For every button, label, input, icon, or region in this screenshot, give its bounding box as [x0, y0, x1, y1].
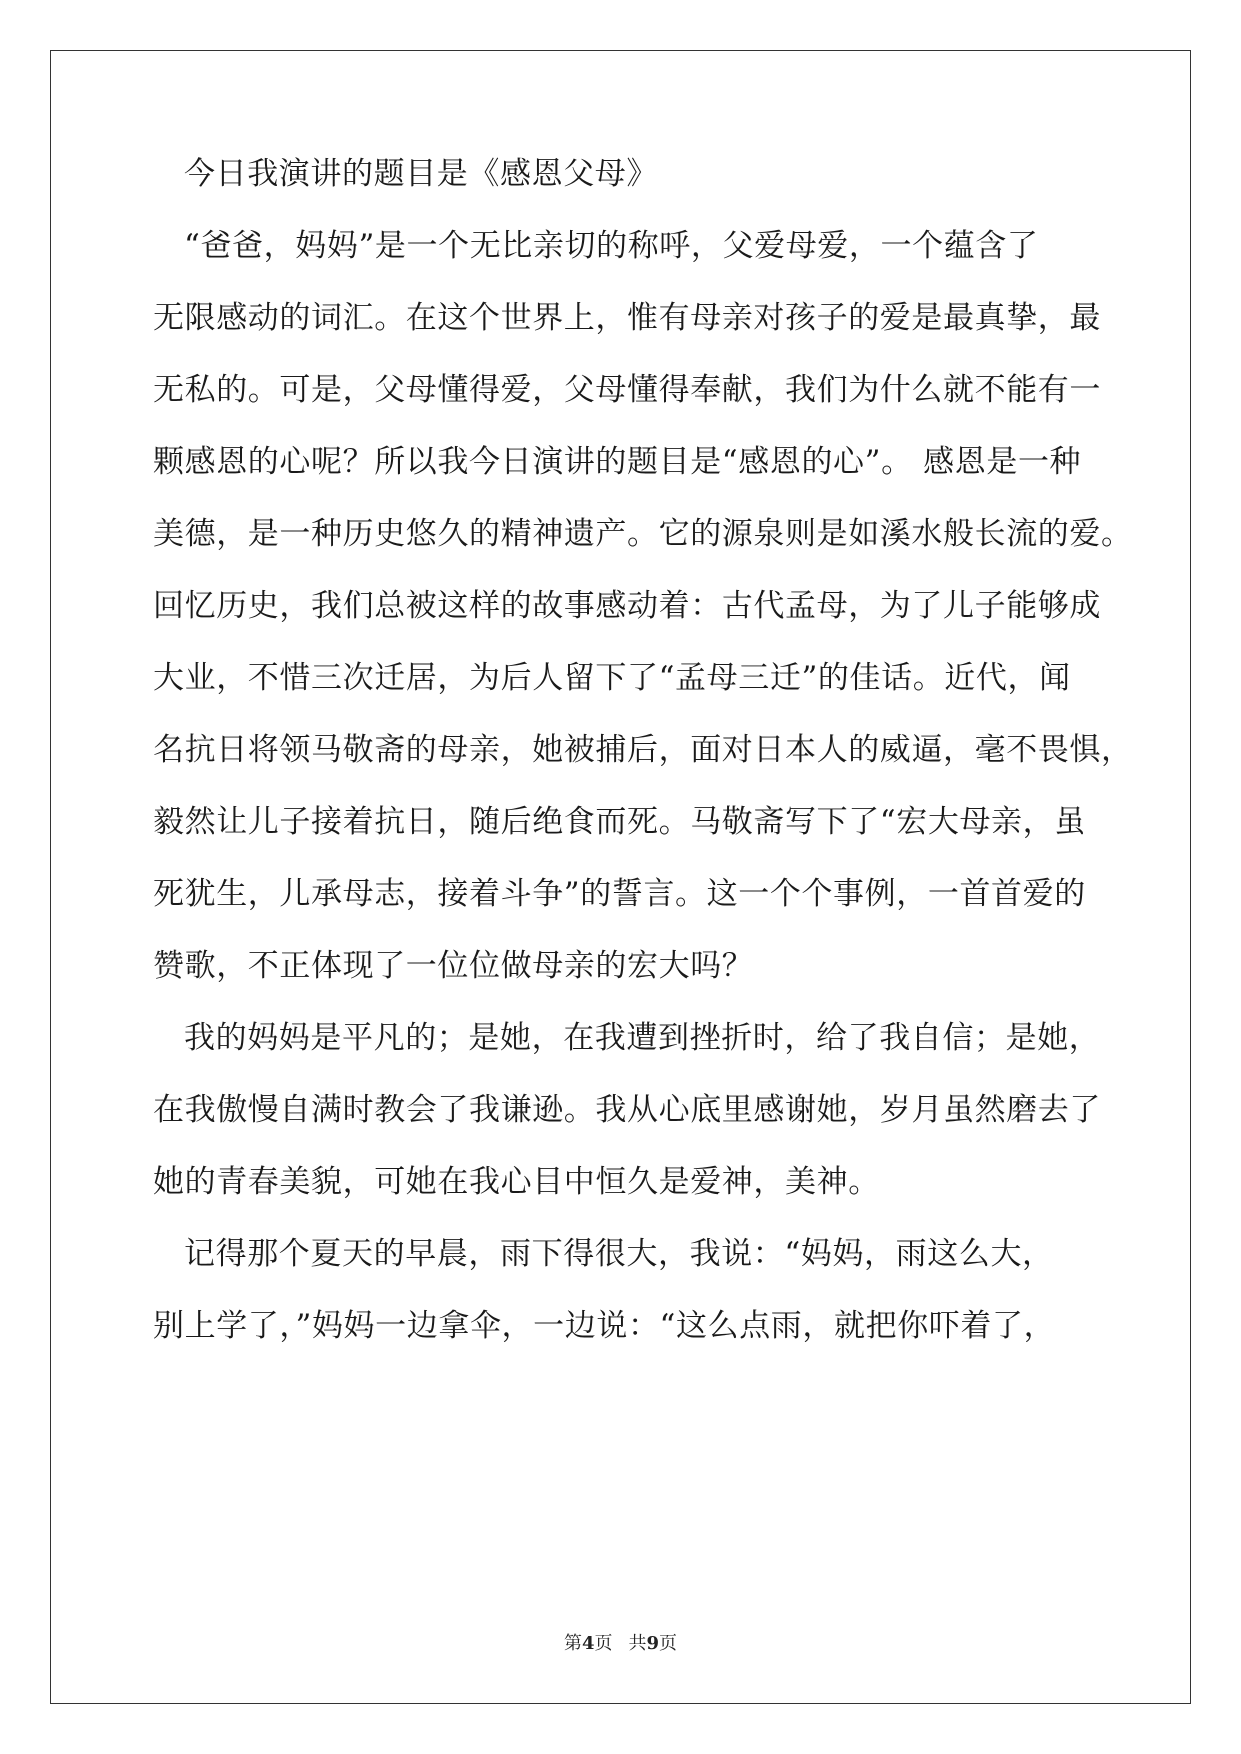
total-suffix: 页: [659, 1633, 678, 1654]
text-line: 颗感恩的心呢？所以我今日演讲的题目是“感恩的心”。 感恩是一种: [153, 444, 1082, 480]
total-prefix: 共: [628, 1633, 647, 1654]
text-line: 名抗日将领马敬斋的母亲，她被捕后，面对日本人的威逼，毫不畏惧，: [153, 732, 1133, 768]
text-line: 大业，不惜三次迁居，为后人留下了“孟母三迁”的佳话。近代，闻: [153, 660, 1071, 696]
text-line: “爸爸，妈妈”是一个无比亲切的称呼，父爱母爱，一个蕴含了: [184, 228, 1039, 264]
text-line: 我的妈妈是平凡的；是她，在我遭到挫折时，给了我自信；是她，: [184, 1020, 1101, 1056]
text-line: 记得那个夏天的早晨，雨下得很大，我说：“妈妈，雨这么大，: [184, 1236, 1054, 1272]
text-line: 美德，是一种历史悠久的精神遗产。它的源泉则是如溪水般长流的爱。: [153, 516, 1133, 552]
text-line: 毅然让儿子接着抗日，随后绝食而死。马敬斋写下了“宏大母亲，虽: [153, 804, 1086, 840]
text-line: 她的青春美貌，可她在我心目中恒久是爱神，美神。: [153, 1164, 880, 1200]
page-suffix: 页: [594, 1633, 613, 1654]
text-line: 死犹生，儿承母志，接着斗争”的誓言。这一个个事例，一首首爱的: [153, 876, 1086, 912]
text-line: 无私的。可是，父母懂得爱，父母懂得奉献，我们为什么就不能有一: [153, 372, 1101, 408]
page-number: 4: [581, 1633, 595, 1654]
text-line: 别上学了，”妈妈一边拿伞，一边说：“这么点雨，就把你吓着了，: [153, 1308, 1056, 1344]
page-prefix: 第: [563, 1633, 582, 1654]
text-line: 在我傲慢自满时教会了我谦逊。我从心底里感谢她，岁月虽然磨去了: [153, 1092, 1101, 1128]
title-line: 今日我演讲的题目是《感恩父母》: [184, 156, 658, 192]
text-line: 赞歌，不正体现了一位位做母亲的宏大吗？: [153, 948, 754, 984]
text-line: 回忆历史，我们总被这样的故事感动着：古代孟母，为了儿子能够成: [153, 588, 1101, 624]
page-footer: [0, 1632, 1241, 1656]
total-pages: 9: [646, 1633, 660, 1654]
text-line: 无限感动的词汇。在这个世界上，惟有母亲对孩子的爱是最真挚，最: [153, 300, 1101, 336]
